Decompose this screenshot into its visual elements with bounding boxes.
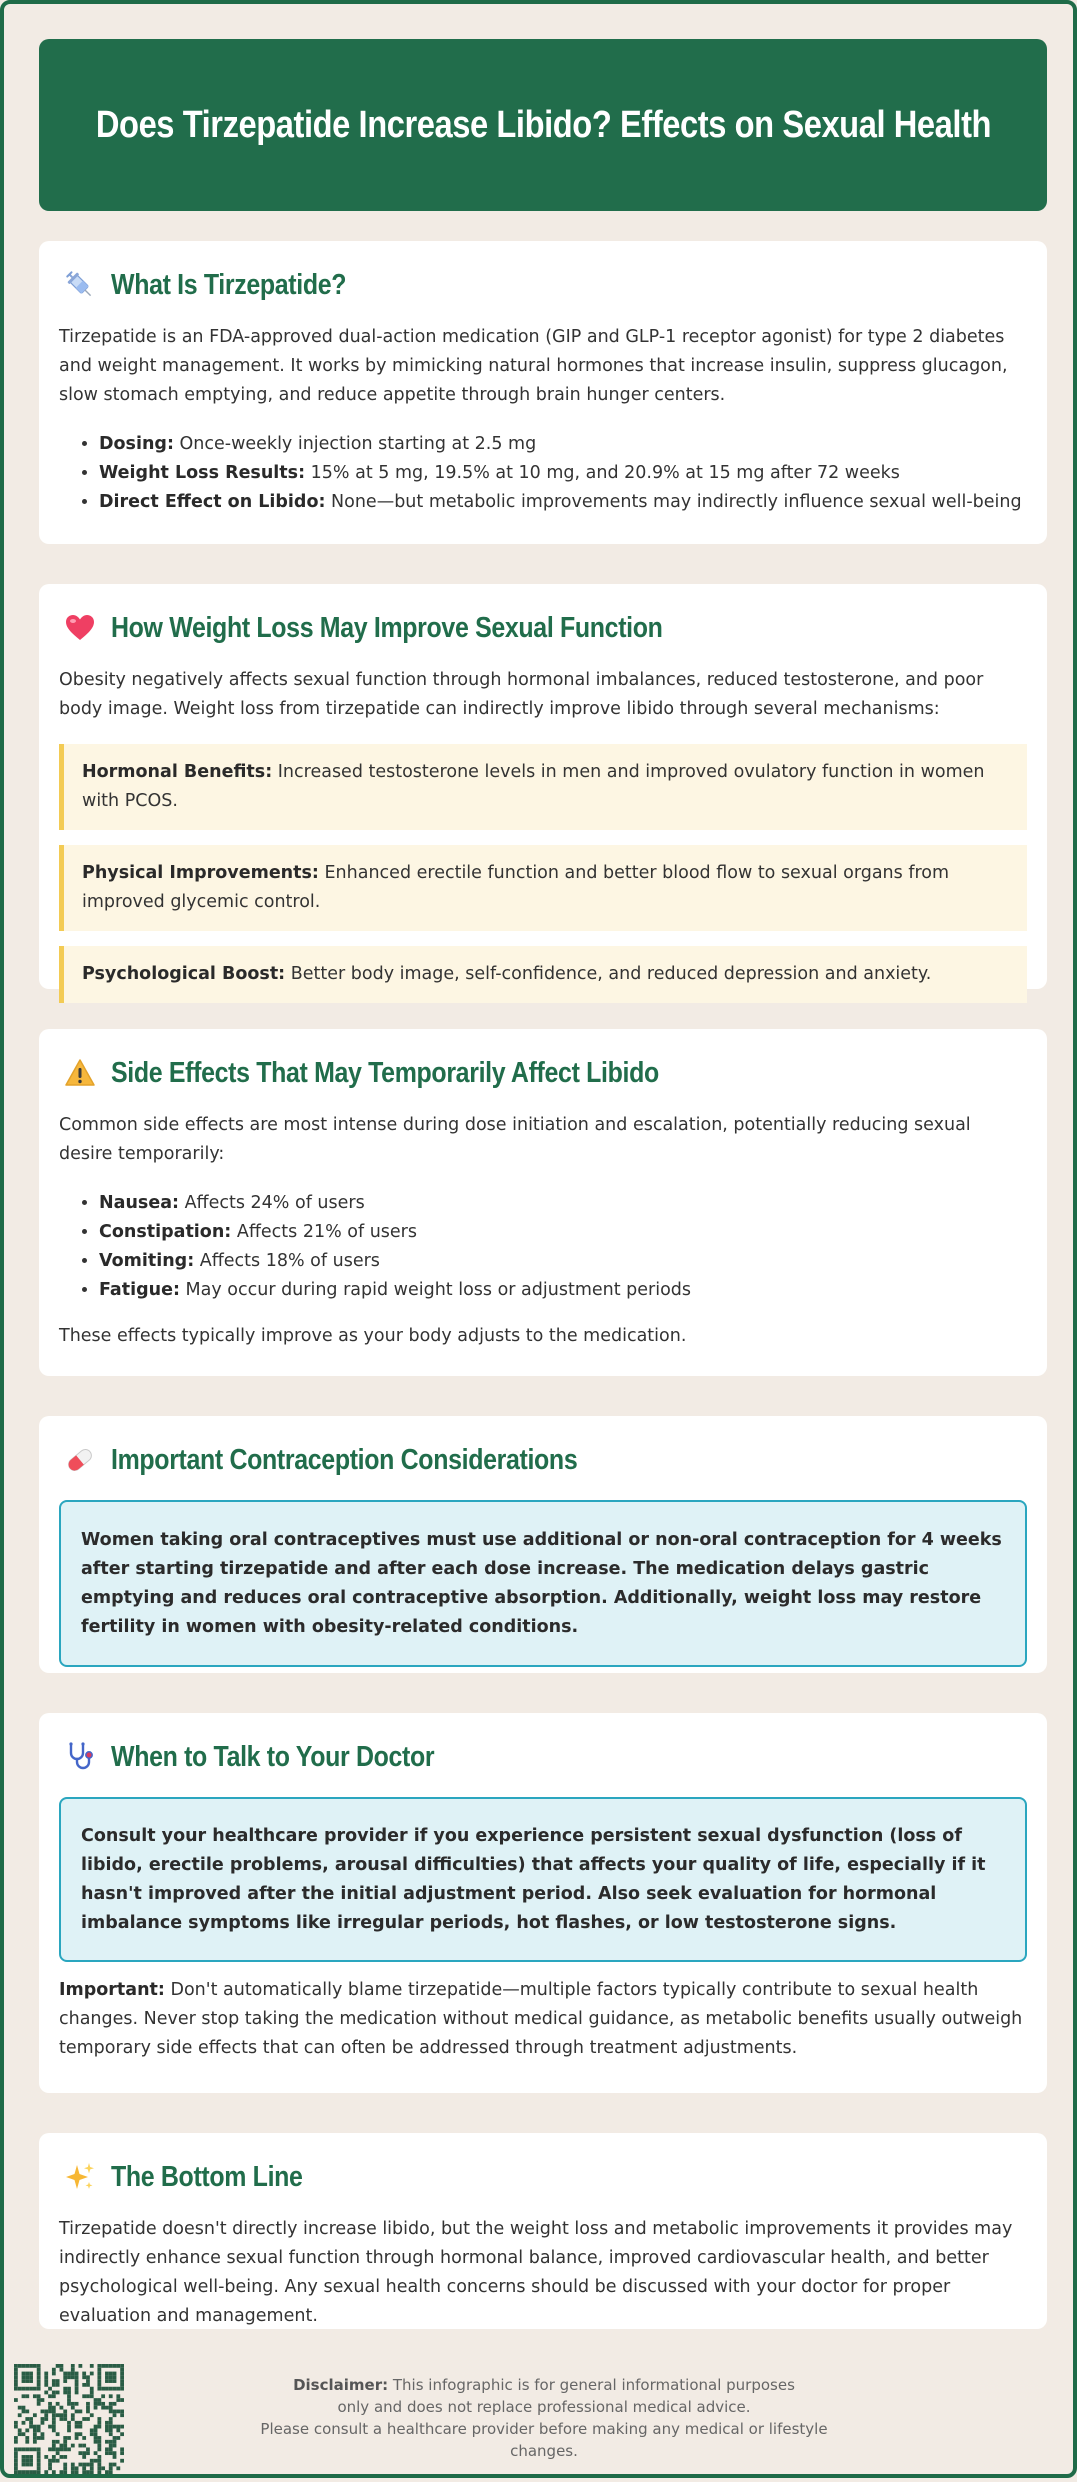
section-closing: These effects typically improve as your body adjusts to the medication.: [59, 1326, 687, 1346]
section-body: Obesity negatively affects sexual function through hormonal imbalances, reduced testosterone, and poor body image. Weight loss from tirzepatide can indirectly improve libido through several mechanisms:: [59, 670, 984, 719]
section-bottom-line: [39, 2133, 1047, 2329]
pill-icon: [63, 1443, 97, 1477]
qr-code-icon[interactable]: [14, 2364, 124, 2474]
doctor-note: Consult your healthcare provider if you experience persistent sexual dysfunction (loss of libido, erectile problems, arousal difficulties) that affects your quality of life, especially if it hasn't improved after the initial adjustment period. Also seek evaluation for hormonal imbalance symptoms like irregular periods, hot flashes, or low testosterone signs.: [59, 1797, 1027, 1962]
section-talk-to-doctor: [39, 1713, 1047, 2093]
page-header: [39, 39, 1047, 211]
section-contraception: [39, 1416, 1047, 1673]
bullet-list: [59, 430, 1027, 517]
contraception-note: Women taking oral contraceptives must use additional or non-oral contraception for 4 weeks after starting tirzepatide and after each dose increase. The medication delays gastric emptying and reduces oral contraceptive absorption. Additionally, weight loss may restore fertility in women with obesity-related conditions.: [59, 1500, 1027, 1667]
heart-icon: [63, 611, 97, 645]
section-title: What Is Tirzepatide?: [111, 268, 347, 301]
section-body: Tirzepatide is an FDA-approved dual-action medication (GIP and GLP-1 receptor agonist) for type 2 diabetes and weight management. It works by mimicking natural hormones that increase insulin, suppress glucagon, slow stomach emptying, and reduce appetite through brain hunger centers.: [59, 327, 1008, 405]
section-title: When to Talk to Your Doctor: [111, 1740, 435, 1773]
list-item: • Fatigue: May occur during rapid weight loss or adjustment periods: [99, 1276, 1027, 1305]
bullet-list: [59, 1189, 1027, 1305]
list-item: • Constipation: Affects 21% of users: [99, 1218, 1027, 1247]
disclaimer: Disclaimer: This infographic is for general informational purposes only and does not replace professional medical advice. Please consult a healthcare provider before making any medical or lifestyle changes.: [260, 2376, 828, 2460]
callout-physical-improvements: Physical Improvements: Enhanced erectile function and better blood flow to sexual organs from improved glycemic control.: [59, 845, 1027, 931]
section-body: Common side effects are most intense during dose initiation and escalation, potentially reducing sexual desire temporarily:: [59, 1115, 971, 1164]
section-weight-loss-sexual-function: [39, 584, 1047, 989]
list-item: • Dosing: Once-weekly injection starting at 2.5 mg: [99, 430, 1027, 459]
section-side-effects: [39, 1029, 1047, 1376]
page-footer: [4, 2354, 1077, 2482]
syringe-icon: [63, 268, 97, 302]
section-what-is-tirzepatide: [39, 241, 1047, 544]
section-body: Tirzepatide doesn't directly increase libido, but the weight loss and metabolic improvements it provides may indirectly enhance sexual function through hormonal balance, improved cardiovascular health, and better psychological well-being. Any sexual health concerns should be discussed with your doctor for proper evaluation and management.: [59, 2219, 1013, 2326]
section-title: Important Contraception Considerations: [111, 1443, 578, 1476]
list-item: • Direct Effect on Libido: None—but metabolic improvements may indirectly influence sexual well-being: [99, 488, 1027, 517]
list-item: • Nausea: Affects 24% of users: [99, 1189, 1027, 1218]
callout-psychological-boost: Psychological Boost: Better body image, self-confidence, and reduced depression and anxiety.: [59, 946, 1027, 1003]
stethoscope-icon: [63, 1740, 97, 1774]
list-item: • Weight Loss Results: 15% at 5 mg, 19.5% at 10 mg, and 20.9% at 15 mg after 72 weeks: [99, 459, 1027, 488]
section-title: How Weight Loss May Improve Sexual Function: [111, 611, 663, 644]
page-title: Does Tirzepatide Increase Libido? Effects on Sexual Health: [95, 103, 991, 146]
important-note: Important: Don't automatically blame tirzepatide—multiple factors typically contribute to sexual health changes. Never stop taking the medication without medical guidance, as metabolic benefits usually outweigh temporary side effects that can often be addressed through treatment adjustments.: [59, 1980, 1023, 2058]
section-title: Side Effects That May Temporarily Affect Libido: [111, 1056, 659, 1089]
warning-icon: [63, 1056, 97, 1090]
section-title: The Bottom Line: [111, 2160, 303, 2193]
list-item: • Vomiting: Affects 18% of users: [99, 1247, 1027, 1276]
callout-hormonal-benefits: Hormonal Benefits: Increased testosterone levels in men and improved ovulatory function in women with PCOS.: [59, 744, 1027, 830]
sparkles-icon: [63, 2160, 97, 2194]
